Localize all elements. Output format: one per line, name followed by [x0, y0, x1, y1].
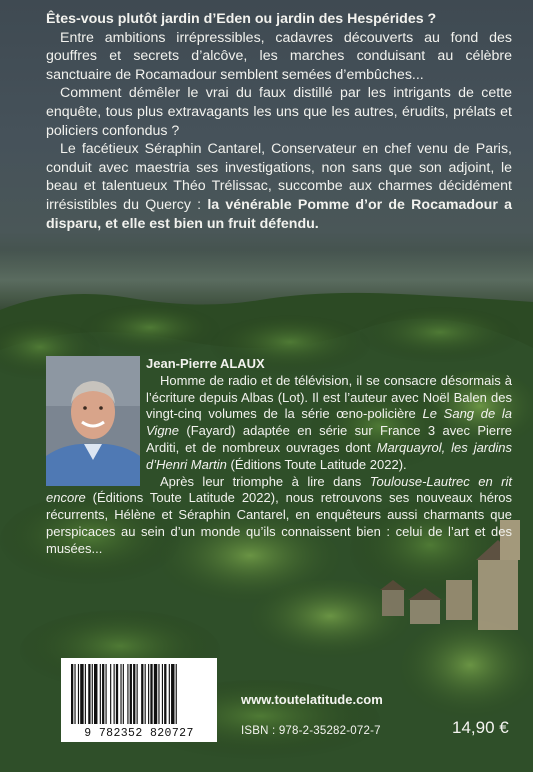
- blurb-lead: Êtes-vous plutôt jardin d’Eden ou jardin des Hespérides ?: [46, 11, 437, 27]
- photo-spacer: [46, 356, 146, 487]
- barcode-bar: [171, 664, 174, 724]
- barcode-bar: [148, 664, 149, 724]
- barcode-bar: [100, 664, 101, 724]
- barcode-bar: [110, 664, 111, 724]
- barcode-bar: [162, 664, 163, 724]
- bio1-text-c: (Éditions Toute Latitude 2022).: [226, 456, 407, 472]
- bio1-text-a: Homme de radio et de télévision, il se consacre désormais à l’écriture depuis Albas (Lot). Il est l’auteur avec Noël Balen des vingt-cinq volumes de la série œno-policière: [146, 372, 512, 422]
- barcode-bar: [74, 664, 75, 724]
- barcode-bar: [130, 664, 132, 724]
- bio2-title: Toulouse-Lautrec en rit encore: [46, 473, 512, 506]
- barcode-bar: [176, 664, 177, 724]
- barcode-number: 9 782352 820727: [84, 727, 194, 740]
- barcode-bar: [102, 664, 104, 724]
- publisher-website: www.toutelatitude.com: [241, 692, 383, 707]
- blurb-paragraph-3: [46, 140, 512, 233]
- barcode-bar: [92, 664, 93, 724]
- blurb-paragraph-3-bold: la vénérable Pomme d’or de Rocamadour a disparu, et elle est bien un fruit défendu.: [46, 196, 512, 232]
- barcode-bar: [133, 664, 135, 724]
- barcode-bar: [94, 664, 97, 724]
- author-name: Jean-Pierre ALAUX: [146, 356, 265, 371]
- barcode-bar: [127, 664, 128, 724]
- barcode-bar: [164, 664, 166, 724]
- barcode-bar: [80, 664, 83, 724]
- bio1-title-2: Marquayrol, les jardins d’Henri Martin: [146, 439, 512, 472]
- price: 14,90 €: [452, 718, 509, 737]
- barcode-bar: [137, 664, 138, 724]
- barcode-bar: [169, 664, 170, 724]
- barcode-bar: [114, 664, 115, 724]
- blurb-paragraph-3-text: Le facétieux Séraphin Cantarel, Conservateur en chef venu de Paris, conduit avec maestria ses investigations, non sans que son adjoint, le beau et talentueux Théo Trélissac, succombe aux charmes décidément irrésistibles du Quercy :: [46, 141, 512, 213]
- author-bio: [46, 356, 512, 558]
- barcode-bar: [85, 664, 86, 724]
- barcode-bar: [123, 664, 124, 724]
- back-cover-blurb: [46, 10, 512, 233]
- barcode-bar: [154, 664, 157, 724]
- barcode-bar: [106, 664, 107, 724]
- isbn-number: ISBN : 978-2-35282-072-7: [241, 725, 381, 737]
- barcode-bar: [71, 664, 73, 724]
- barcode-bar: [88, 664, 90, 724]
- barcode-bar: [120, 664, 121, 724]
- barcode-bar: [78, 664, 79, 724]
- blurb-paragraph-1: Entre ambitions irrépressibles, cadavres découverts au fond des gouffres et secrets d’alcôve, les marches conduisant au célèbre sanctuaire de Rocamadour semblent semées d’embûches...: [46, 29, 512, 83]
- blurb-paragraph-2: Comment démêler le vrai du faux distillé par les intrigants de cette enquête, tous plus extravagants les uns que les autres, érudits, prélats et policiers confondus ?: [46, 85, 512, 139]
- bio1-title-1: Le Sang de la Vigne: [146, 406, 513, 439]
- barcode-bar: [145, 664, 146, 724]
- barcode-bar: [141, 664, 143, 724]
- isbn-barcode: [61, 658, 217, 742]
- bio1-text-b: (Fayard) adaptée en série sur France 3 avec Pierre Arditi, et de nombreux ouvrages dont: [146, 423, 512, 455]
- barcode-bar: [150, 664, 152, 724]
- barcode-bar: [158, 664, 159, 724]
- barcode-bars: [61, 662, 217, 728]
- barcode-bar: [116, 664, 118, 724]
- bio2-text-b: (Éditions Toute Latitude 2022), nous retrouvons ses nouveaux héros récurrents, Hélène et Séraphin Cantarel, en enquêteurs aussi charmants que perspicaces au sein d’un monde qu’ils connaissent bien : celui de l’art et des musées...: [46, 490, 512, 556]
- bio2-text-a: Après leur triomphe à lire dans: [160, 473, 370, 489]
